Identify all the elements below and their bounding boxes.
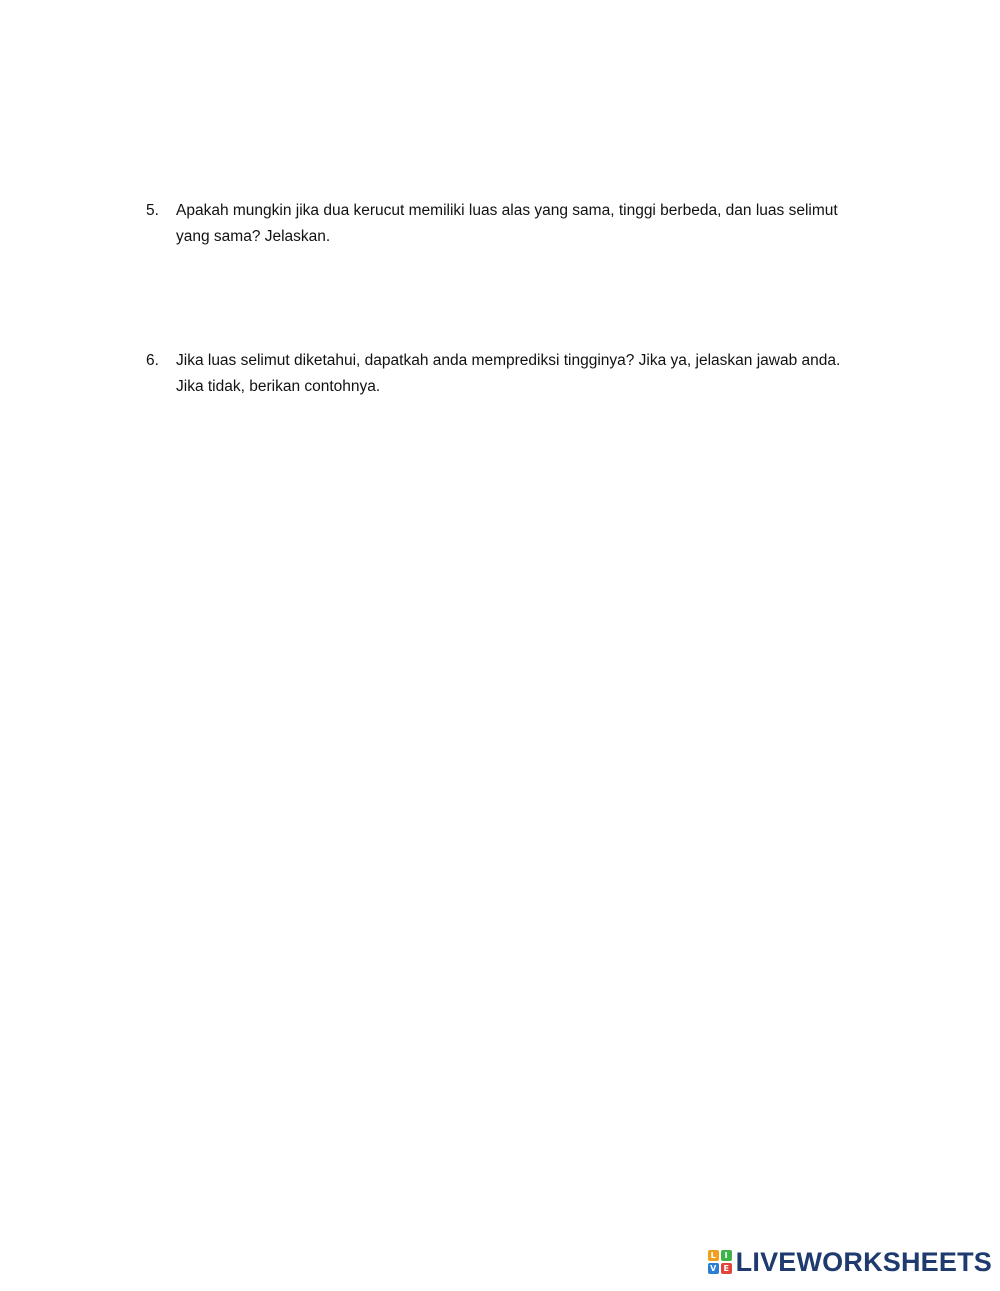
logo-tile-v: V [708, 1263, 719, 1274]
question-6 [146, 348, 886, 400]
liveworksheets-brand [708, 1247, 992, 1277]
question-text: Apakah mungkin jika dua kerucut memiliki luas alas yang sama, tinggi berbeda, dan luas selimut yang sama? Jelaskan. [176, 202, 838, 245]
logo-tile-l: L [708, 1250, 719, 1261]
brand-name: LIVEWORKSHEETS [735, 1246, 992, 1277]
liveworksheets-logo-icon [708, 1250, 732, 1274]
logo-tile-i: I [721, 1250, 732, 1261]
question-number: 5. [146, 202, 159, 219]
question-text: Jika luas selimut diketahui, dapatkah anda memprediksi tingginya? Jika ya, jelaskan jawab anda. Jika tidak, berikan contohnya. [176, 352, 841, 395]
question-number: 6. [146, 352, 159, 369]
question-5 [146, 198, 886, 250]
logo-tile-e: E [721, 1263, 732, 1274]
